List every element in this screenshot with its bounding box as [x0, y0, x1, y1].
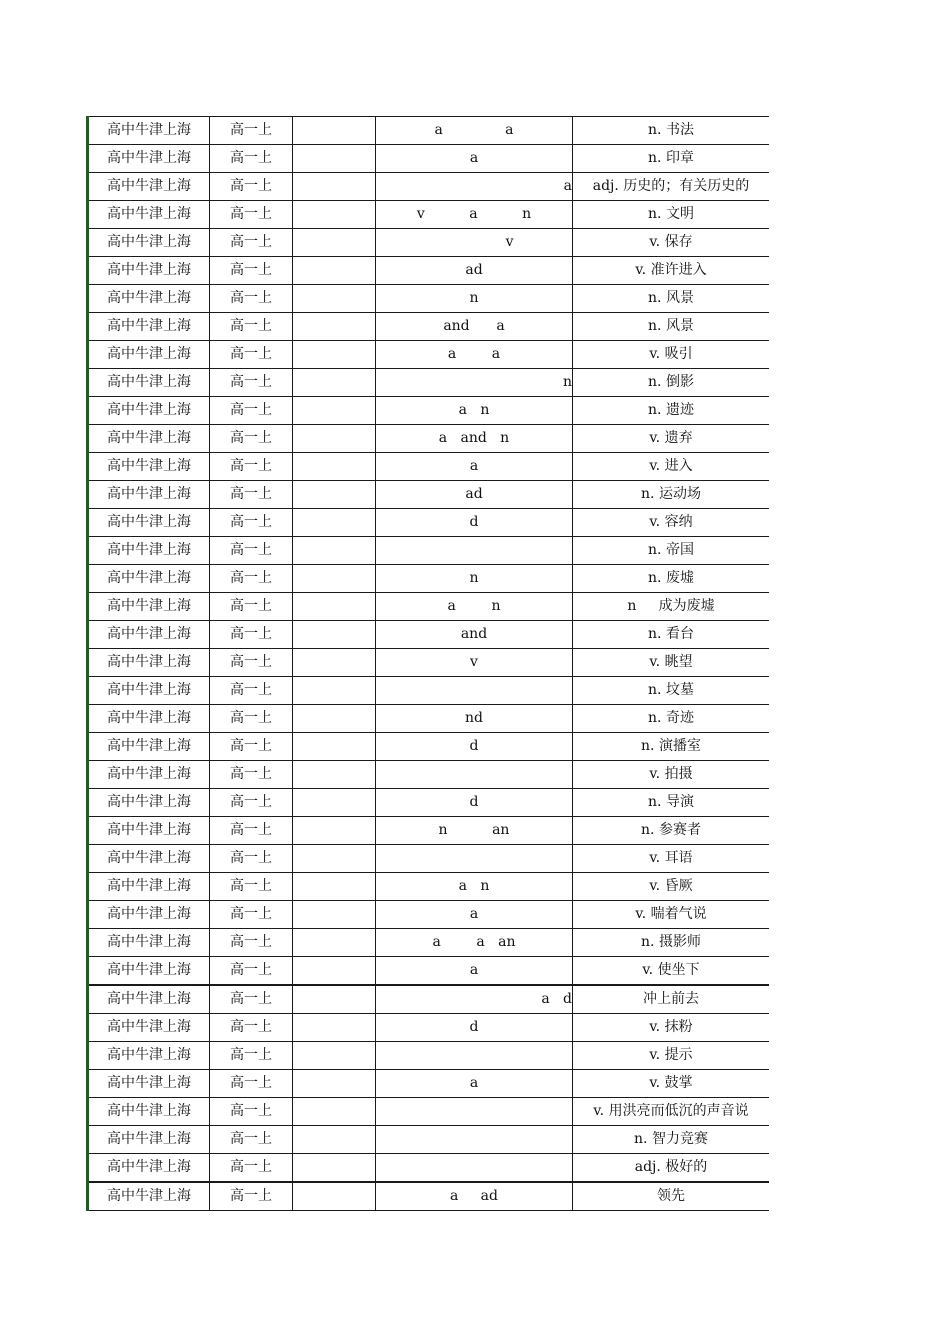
word-cell[interactable]: ad [376, 257, 573, 285]
table-row[interactable] [88, 229, 770, 257]
textbook-cell[interactable]: 高中牛津上海 [88, 1014, 210, 1042]
extra-cell[interactable] [293, 957, 376, 986]
grade-cell[interactable]: 高一上 [210, 1126, 293, 1154]
word-cell[interactable]: and a [376, 313, 573, 341]
extra-cell[interactable] [293, 789, 376, 817]
grade-cell[interactable]: 高一上 [210, 873, 293, 901]
grade-cell[interactable]: 高一上 [210, 117, 293, 145]
word-cell[interactable]: and [376, 621, 573, 649]
table-row[interactable] [88, 733, 770, 761]
extra-cell[interactable] [293, 761, 376, 789]
textbook-cell[interactable]: 高中牛津上海 [88, 145, 210, 173]
meaning-cell[interactable]: v. 喘着气说 [573, 901, 770, 929]
extra-cell[interactable] [293, 1014, 376, 1042]
textbook-cell[interactable]: 高中牛津上海 [88, 985, 210, 1014]
textbook-cell[interactable]: 高中牛津上海 [88, 173, 210, 201]
grade-cell[interactable]: 高一上 [210, 1098, 293, 1126]
grade-cell[interactable]: 高一上 [210, 677, 293, 705]
textbook-cell[interactable]: 高中牛津上海 [88, 341, 210, 369]
word-cell[interactable]: a ad [376, 1182, 573, 1211]
table-row[interactable] [88, 509, 770, 537]
table-row[interactable] [88, 341, 770, 369]
table-row[interactable] [88, 145, 770, 173]
extra-cell[interactable] [293, 705, 376, 733]
meaning-cell[interactable]: v. 遗弃 [573, 425, 770, 453]
grade-cell[interactable]: 高一上 [210, 453, 293, 481]
grade-cell[interactable]: 高一上 [210, 425, 293, 453]
vocabulary-sheet [86, 116, 769, 1211]
textbook-cell[interactable]: 高中牛津上海 [88, 901, 210, 929]
table-row[interactable] [88, 1098, 770, 1126]
word-cell[interactable]: a a [376, 341, 573, 369]
word-cell[interactable]: a a [376, 117, 573, 145]
grade-cell[interactable]: 高一上 [210, 929, 293, 957]
meaning-cell[interactable]: v. 抹粉 [573, 1014, 770, 1042]
table-row[interactable] [88, 565, 770, 593]
meaning-cell[interactable]: n. 智力竞赛 [573, 1126, 770, 1154]
grade-cell[interactable]: 高一上 [210, 1042, 293, 1070]
word-cell[interactable]: a d [376, 985, 573, 1014]
grade-cell[interactable]: 高一上 [210, 649, 293, 677]
meaning-cell[interactable]: 领先 [573, 1182, 770, 1211]
meaning-cell[interactable]: v. 使坐下 [573, 957, 770, 986]
table-row[interactable] [88, 1014, 770, 1042]
grade-cell[interactable]: 高一上 [210, 817, 293, 845]
extra-cell[interactable] [293, 1070, 376, 1098]
grade-cell[interactable]: 高一上 [210, 957, 293, 986]
extra-cell[interactable] [293, 929, 376, 957]
meaning-cell[interactable]: v. 保存 [573, 229, 770, 257]
table-row[interactable] [88, 173, 770, 201]
table-row[interactable] [88, 1070, 770, 1098]
word-cell[interactable] [376, 845, 573, 873]
table-row[interactable] [88, 621, 770, 649]
grade-cell[interactable]: 高一上 [210, 901, 293, 929]
word-cell[interactable]: a [376, 901, 573, 929]
textbook-cell[interactable]: 高中牛津上海 [88, 929, 210, 957]
table-row[interactable] [88, 677, 770, 705]
grade-cell[interactable]: 高一上 [210, 397, 293, 425]
meaning-cell[interactable]: n. 看台 [573, 621, 770, 649]
textbook-cell[interactable]: 高中牛津上海 [88, 1098, 210, 1126]
meaning-cell[interactable]: v. 吸引 [573, 341, 770, 369]
extra-cell[interactable] [293, 145, 376, 173]
meaning-cell[interactable]: n. 倒影 [573, 369, 770, 397]
meaning-cell[interactable]: n. 书法 [573, 117, 770, 145]
meaning-cell[interactable]: v. 鼓掌 [573, 1070, 770, 1098]
extra-cell[interactable] [293, 649, 376, 677]
grade-cell[interactable]: 高一上 [210, 565, 293, 593]
table-row[interactable] [88, 369, 770, 397]
table-row[interactable] [88, 117, 770, 145]
textbook-cell[interactable]: 高中牛津上海 [88, 481, 210, 509]
meaning-cell[interactable]: n. 风景 [573, 285, 770, 313]
extra-cell[interactable] [293, 1182, 376, 1211]
extra-cell[interactable] [293, 873, 376, 901]
extra-cell[interactable] [293, 1042, 376, 1070]
meaning-cell[interactable]: v. 拍摄 [573, 761, 770, 789]
word-cell[interactable]: v [376, 229, 573, 257]
grade-cell[interactable]: 高一上 [210, 173, 293, 201]
textbook-cell[interactable]: 高中牛津上海 [88, 789, 210, 817]
meaning-cell[interactable]: n. 导演 [573, 789, 770, 817]
grade-cell[interactable]: 高一上 [210, 1014, 293, 1042]
table-row[interactable] [88, 201, 770, 229]
textbook-cell[interactable]: 高中牛津上海 [88, 229, 210, 257]
meaning-cell[interactable]: n. 帝国 [573, 537, 770, 565]
textbook-cell[interactable]: 高中牛津上海 [88, 117, 210, 145]
textbook-cell[interactable]: 高中牛津上海 [88, 957, 210, 986]
textbook-cell[interactable]: 高中牛津上海 [88, 453, 210, 481]
table-row[interactable] [88, 929, 770, 957]
grade-cell[interactable]: 高一上 [210, 1070, 293, 1098]
meaning-cell[interactable]: v. 提示 [573, 1042, 770, 1070]
grade-cell[interactable]: 高一上 [210, 481, 293, 509]
meaning-cell[interactable]: v. 耳语 [573, 845, 770, 873]
extra-cell[interactable] [293, 677, 376, 705]
grade-cell[interactable]: 高一上 [210, 537, 293, 565]
word-cell[interactable]: v a n [376, 201, 573, 229]
table-row[interactable] [88, 425, 770, 453]
table-row[interactable] [88, 985, 770, 1014]
table-row[interactable] [88, 257, 770, 285]
textbook-cell[interactable]: 高中牛津上海 [88, 1042, 210, 1070]
table-row[interactable] [88, 1154, 770, 1183]
word-cell[interactable]: v [376, 649, 573, 677]
textbook-cell[interactable]: 高中牛津上海 [88, 873, 210, 901]
grade-cell[interactable]: 高一上 [210, 621, 293, 649]
textbook-cell[interactable]: 高中牛津上海 [88, 761, 210, 789]
grade-cell[interactable]: 高一上 [210, 593, 293, 621]
word-cell[interactable]: n [376, 369, 573, 397]
grade-cell[interactable]: 高一上 [210, 1154, 293, 1183]
textbook-cell[interactable]: 高中牛津上海 [88, 565, 210, 593]
table-row[interactable] [88, 537, 770, 565]
meaning-cell[interactable]: 冲上前去 [573, 985, 770, 1014]
word-cell[interactable]: a n [376, 593, 573, 621]
textbook-cell[interactable]: 高中牛津上海 [88, 621, 210, 649]
extra-cell[interactable] [293, 173, 376, 201]
meaning-cell[interactable]: n. 摄影师 [573, 929, 770, 957]
grade-cell[interactable]: 高一上 [210, 313, 293, 341]
table-row[interactable] [88, 1042, 770, 1070]
table-row[interactable] [88, 789, 770, 817]
meaning-cell[interactable]: v. 眺望 [573, 649, 770, 677]
word-cell[interactable]: d [376, 733, 573, 761]
meaning-cell[interactable]: v. 用洪亮而低沉的声音说 [573, 1098, 770, 1126]
meaning-cell[interactable]: n. 遗迹 [573, 397, 770, 425]
extra-cell[interactable] [293, 985, 376, 1014]
textbook-cell[interactable]: 高中牛津上海 [88, 817, 210, 845]
extra-cell[interactable] [293, 425, 376, 453]
word-cell[interactable] [376, 1126, 573, 1154]
word-cell[interactable]: a a an [376, 929, 573, 957]
meaning-cell[interactable]: adj. 历史的；有关历史的 [573, 173, 770, 201]
grade-cell[interactable]: 高一上 [210, 201, 293, 229]
table-row[interactable] [88, 817, 770, 845]
textbook-cell[interactable]: 高中牛津上海 [88, 1154, 210, 1183]
grade-cell[interactable]: 高一上 [210, 733, 293, 761]
grade-cell[interactable]: 高一上 [210, 985, 293, 1014]
table-row[interactable] [88, 1126, 770, 1154]
meaning-cell[interactable]: n 成为废墟 [573, 593, 770, 621]
word-cell[interactable]: a [376, 145, 573, 173]
textbook-cell[interactable]: 高中牛津上海 [88, 369, 210, 397]
word-cell[interactable]: a [376, 1070, 573, 1098]
grade-cell[interactable]: 高一上 [210, 761, 293, 789]
extra-cell[interactable] [293, 313, 376, 341]
table-row[interactable] [88, 957, 770, 986]
word-cell[interactable] [376, 677, 573, 705]
meaning-cell[interactable]: v. 进入 [573, 453, 770, 481]
textbook-cell[interactable]: 高中牛津上海 [88, 425, 210, 453]
textbook-cell[interactable]: 高中牛津上海 [88, 509, 210, 537]
textbook-cell[interactable]: 高中牛津上海 [88, 705, 210, 733]
grade-cell[interactable]: 高一上 [210, 789, 293, 817]
grade-cell[interactable]: 高一上 [210, 705, 293, 733]
vocabulary-rows [88, 117, 770, 1211]
word-cell[interactable]: d [376, 509, 573, 537]
meaning-cell[interactable]: n. 印章 [573, 145, 770, 173]
textbook-cell[interactable]: 高中牛津上海 [88, 313, 210, 341]
extra-cell[interactable] [293, 537, 376, 565]
table-row[interactable] [88, 453, 770, 481]
table-row[interactable] [88, 845, 770, 873]
extra-cell[interactable] [293, 845, 376, 873]
textbook-cell[interactable]: 高中牛津上海 [88, 677, 210, 705]
textbook-cell[interactable]: 高中牛津上海 [88, 1182, 210, 1211]
meaning-cell[interactable]: v. 准许进入 [573, 257, 770, 285]
meaning-cell[interactable]: n. 参赛者 [573, 817, 770, 845]
meaning-cell[interactable]: n. 废墟 [573, 565, 770, 593]
extra-cell[interactable] [293, 817, 376, 845]
extra-cell[interactable] [293, 453, 376, 481]
textbook-cell[interactable]: 高中牛津上海 [88, 593, 210, 621]
word-cell[interactable]: ad [376, 481, 573, 509]
table-row[interactable] [88, 649, 770, 677]
word-cell[interactable] [376, 761, 573, 789]
textbook-cell[interactable]: 高中牛津上海 [88, 257, 210, 285]
textbook-cell[interactable]: 高中牛津上海 [88, 649, 210, 677]
extra-cell[interactable] [293, 621, 376, 649]
extra-cell[interactable] [293, 117, 376, 145]
table-row[interactable] [88, 873, 770, 901]
word-cell[interactable] [376, 1154, 573, 1183]
extra-cell[interactable] [293, 733, 376, 761]
word-cell[interactable]: n [376, 565, 573, 593]
grade-cell[interactable]: 高一上 [210, 509, 293, 537]
word-cell[interactable]: a and n [376, 425, 573, 453]
textbook-cell[interactable]: 高中牛津上海 [88, 733, 210, 761]
meaning-cell[interactable]: n. 坟墓 [573, 677, 770, 705]
word-cell[interactable]: a [376, 173, 573, 201]
extra-cell[interactable] [293, 341, 376, 369]
table-row[interactable] [88, 901, 770, 929]
meaning-cell[interactable]: n. 风景 [573, 313, 770, 341]
extra-cell[interactable] [293, 369, 376, 397]
meaning-cell[interactable]: v. 昏厥 [573, 873, 770, 901]
grade-cell[interactable]: 高一上 [210, 845, 293, 873]
table-row[interactable] [88, 313, 770, 341]
word-cell[interactable]: n an [376, 817, 573, 845]
textbook-cell[interactable]: 高中牛津上海 [88, 537, 210, 565]
word-cell[interactable] [376, 1098, 573, 1126]
word-cell[interactable] [376, 1042, 573, 1070]
table-row[interactable] [88, 285, 770, 313]
word-cell[interactable]: d [376, 1014, 573, 1042]
extra-cell[interactable] [293, 565, 376, 593]
grade-cell[interactable]: 高一上 [210, 285, 293, 313]
meaning-cell[interactable]: v. 容纳 [573, 509, 770, 537]
textbook-cell[interactable]: 高中牛津上海 [88, 397, 210, 425]
extra-cell[interactable] [293, 1126, 376, 1154]
table-row[interactable] [88, 761, 770, 789]
word-cell[interactable] [376, 537, 573, 565]
textbook-cell[interactable]: 高中牛津上海 [88, 1126, 210, 1154]
word-cell[interactable]: a n [376, 873, 573, 901]
meaning-cell[interactable]: n. 演播室 [573, 733, 770, 761]
extra-cell[interactable] [293, 397, 376, 425]
grade-cell[interactable]: 高一上 [210, 341, 293, 369]
grade-cell[interactable]: 高一上 [210, 145, 293, 173]
extra-cell[interactable] [293, 201, 376, 229]
extra-cell[interactable] [293, 1154, 376, 1183]
textbook-cell[interactable]: 高中牛津上海 [88, 285, 210, 313]
meaning-cell[interactable]: adj. 极好的 [573, 1154, 770, 1183]
extra-cell[interactable] [293, 229, 376, 257]
extra-cell[interactable] [293, 1098, 376, 1126]
meaning-cell[interactable]: n. 奇迹 [573, 705, 770, 733]
textbook-cell[interactable]: 高中牛津上海 [88, 1070, 210, 1098]
meaning-cell[interactable]: n. 文明 [573, 201, 770, 229]
grade-cell[interactable]: 高一上 [210, 229, 293, 257]
extra-cell[interactable] [293, 509, 376, 537]
extra-cell[interactable] [293, 481, 376, 509]
grade-cell[interactable]: 高一上 [210, 369, 293, 397]
table-row[interactable] [88, 705, 770, 733]
word-cell[interactable]: a [376, 453, 573, 481]
extra-cell[interactable] [293, 257, 376, 285]
meaning-cell[interactable]: n. 运动场 [573, 481, 770, 509]
extra-cell[interactable] [293, 285, 376, 313]
textbook-cell[interactable]: 高中牛津上海 [88, 201, 210, 229]
word-cell[interactable]: nd [376, 705, 573, 733]
table-row[interactable] [88, 1182, 770, 1211]
extra-cell[interactable] [293, 593, 376, 621]
word-cell[interactable]: d [376, 789, 573, 817]
word-cell[interactable]: a n [376, 397, 573, 425]
word-cell[interactable]: a [376, 957, 573, 986]
grade-cell[interactable]: 高一上 [210, 1182, 293, 1211]
table-row[interactable] [88, 593, 770, 621]
extra-cell[interactable] [293, 901, 376, 929]
textbook-cell[interactable]: 高中牛津上海 [88, 845, 210, 873]
word-cell[interactable]: n [376, 285, 573, 313]
grade-cell[interactable]: 高一上 [210, 257, 293, 285]
table-row[interactable] [88, 397, 770, 425]
table-row[interactable] [88, 481, 770, 509]
